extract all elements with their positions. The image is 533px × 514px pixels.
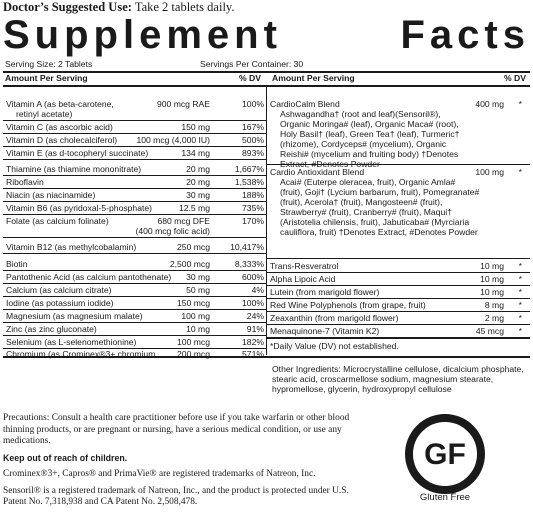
table-row xyxy=(3,336,266,349)
blend-dv: * xyxy=(518,287,522,297)
blend-name: CardioCalm Blend xyxy=(270,99,340,109)
nutrient-amount: 20 mg xyxy=(186,164,210,174)
blend-amount: 8 mg xyxy=(484,300,504,310)
dv-footnote xyxy=(267,340,530,352)
label-notes xyxy=(3,413,373,514)
nutrient-amount: 12.5 mg xyxy=(178,203,210,213)
nutrient-dv: 600% xyxy=(242,272,264,282)
nutrient-amount: 50 mg xyxy=(186,285,210,295)
table-row xyxy=(3,323,266,336)
nutrient-name: Folate (as calcium folinate) xyxy=(6,216,109,226)
table-row xyxy=(3,176,266,189)
nutrient-dv: 188% xyxy=(242,190,264,200)
blend-dv: * xyxy=(518,99,522,109)
blend-dv: * xyxy=(518,326,522,336)
blend-name: Menaquinone-7 (Vitamin K2) xyxy=(270,326,380,336)
nutrient-dv: 735% xyxy=(242,203,264,213)
table-row xyxy=(267,98,530,169)
nutrient-amount-detail: (400 mcg folic acid) xyxy=(135,226,210,236)
gluten-free-icon xyxy=(404,413,486,495)
table-row xyxy=(267,325,530,339)
nutrient-dv: 1,667% xyxy=(234,164,264,174)
blend-dv: * xyxy=(518,261,522,271)
nutrient-name: Vitamin A (as beta-carotene, xyxy=(6,99,114,109)
blend-amount: 10 mg xyxy=(480,287,504,297)
table-row xyxy=(3,189,266,202)
table-row xyxy=(3,147,266,160)
blend-amount: 400 mg xyxy=(475,99,504,109)
nutrient-name: Vitamin B12 (as methylcobalamin) xyxy=(6,242,137,252)
nutrient-amount: 680 mcg DFE xyxy=(157,216,210,226)
nutrient-amount: 150 mcg xyxy=(177,298,210,308)
nutrient-amount: 30 mg xyxy=(186,190,210,200)
table-row xyxy=(3,121,266,134)
nutrient-dv: 170% xyxy=(242,216,264,226)
nutrient-dv: 10,417% xyxy=(230,242,264,252)
blend-dv: * xyxy=(518,274,522,284)
blend-name: Lutein (from marigold flower) xyxy=(270,287,380,297)
nutrient-name: Riboflavin xyxy=(6,177,44,187)
table-row xyxy=(267,312,530,325)
blend-amount: 45 mcg xyxy=(475,326,504,336)
nutrient-name: Vitamin E (as d-tocopheryl succinate) xyxy=(6,148,149,158)
nutrient-name: Magnesium (as magnesium malate) xyxy=(6,311,143,321)
nutrient-amount: 2,500 mcg xyxy=(169,259,210,269)
suggested-use-label: Doctor’s Suggested Use: xyxy=(3,0,132,14)
nutrient-name: Chromium (as Crominex®3+ chromium xyxy=(6,349,156,359)
nutrient-dv: 24% xyxy=(246,311,264,321)
nutrient-name: Vitamin B6 (as pyridoxal-5-phosphate) xyxy=(6,203,153,213)
blend-amount: 100 mg xyxy=(475,167,504,177)
nutrient-detail: retinyl acetate) xyxy=(16,109,73,119)
blend-amount: 10 mg xyxy=(480,261,504,271)
nutrient-dv: 1,538% xyxy=(234,177,264,187)
table-row xyxy=(3,163,266,176)
suggested-use-text: Take 2 tablets daily. xyxy=(134,0,235,14)
blend-detail: Ashwagandha† (root and leaf)(Sensoril®), Organic Moringa# (leaf), Organic Maca# (root), Holy Basil† (leaf), Green Tea† (leaf), Turmeric† (rhizome), Cordyceps# (mycelium), Organic Reishi# (mycelium and fruiting body) †Denotes Extract, #Denotes Powder xyxy=(280,109,460,169)
nutrient-dv: 500% xyxy=(242,135,264,145)
nutrient-name: Calcium (as calcium citrate) xyxy=(6,285,112,295)
table-row xyxy=(3,241,266,254)
table-row xyxy=(3,134,266,147)
nutrient-amount: 134 mg xyxy=(181,148,210,158)
nutrient-amount: 250 mcg xyxy=(177,242,210,252)
nutrient-dv: 100% xyxy=(242,99,264,109)
table-row xyxy=(3,258,266,271)
nutrient-amount: 150 mg xyxy=(181,122,210,132)
gluten-free-label: Gluten Free xyxy=(419,492,471,503)
right-amount-header: Amount Per Serving xyxy=(272,73,355,83)
nutrient-dv: 893% xyxy=(242,148,264,158)
right-dv-header: % DV xyxy=(504,73,526,83)
blend-name: Zeaxanthin (from marigold flower) xyxy=(270,313,399,323)
nutrient-dv: 100% xyxy=(242,298,264,308)
left-amount-header: Amount Per Serving xyxy=(5,73,88,83)
nutrient-amount: 100 mg xyxy=(181,311,210,321)
keep-out-warning: Keep out of reach of children. xyxy=(3,452,128,463)
precautions-text: Precautions: Consult a health care practitioner before use if you take warfarin or other blood thinning products, or are pregnant or nursing, have a serious medical condition, or use any medications. xyxy=(3,413,350,446)
nutrient-amount: 200 mcg xyxy=(177,349,210,359)
nutrient-dv: 4% xyxy=(251,285,264,295)
blend-detail: Acai# (Euterpe oleracea, fruit), Organic Amla# (fruit), Goji† (Lycium barbarum, fruit), Pomegranate# (fruit), Acerola† (fruit), Mangosteen# (fruit), Strawberry# (fruit), Cranberry# (fruit), Maqui† (Aristotelia chilensis, fruit), Jabuticaba# (Myrciaria cauliflora, fruit) †Denotes Extract, #Denotes Powder xyxy=(280,177,480,237)
title-word-1: Supplement xyxy=(3,13,282,57)
blend-amount: 10 mg xyxy=(480,274,504,284)
trademark-note-1: Crominex®3+, Capros® and PrimaVie® are registered trademarks of Natreon, Inc. xyxy=(3,469,316,479)
table-row xyxy=(3,98,266,121)
nutrient-name: Selenium (as L-selenomethionine) xyxy=(6,337,137,347)
table-row xyxy=(3,202,266,215)
nutrient-dv: 91% xyxy=(246,324,264,334)
nutrient-amount: 10 mg xyxy=(186,324,210,334)
panel-title xyxy=(3,13,530,57)
nutrient-amount: 100 mcg (4,000 IU) xyxy=(136,135,210,145)
table-row xyxy=(3,284,266,297)
table-row xyxy=(3,271,266,284)
blend-name: Red Wine Polyphenols (from grape, fruit) xyxy=(270,300,426,310)
table-row xyxy=(267,260,530,273)
nutrient-name: Vitamin C (as ascorbic acid) xyxy=(6,122,113,132)
nutrient-name: Zinc (as zinc gluconate) xyxy=(6,324,97,334)
nutrient-dv: 182% xyxy=(242,337,264,347)
table-row xyxy=(3,310,266,323)
table-row xyxy=(267,166,530,259)
nutrient-amount: 30 mg xyxy=(186,272,210,282)
blend-name: Trans-Resveratrol xyxy=(270,261,339,271)
blend-name: Alpha Lipoic Acid xyxy=(270,274,336,284)
nutrient-name: Iodine (as potassium iodide) xyxy=(6,298,114,308)
table-row xyxy=(267,273,530,286)
nutrient-name: Thiamine (as thiamine mononitrate) xyxy=(6,164,142,174)
blend-amount: 2 mg xyxy=(484,313,504,323)
dv-footnote-text: *Daily Value (DV) not established. xyxy=(270,341,399,351)
nutrient-dv: 167% xyxy=(242,122,264,132)
servings-per-container: Servings Per Container: 30 xyxy=(200,59,304,69)
table-row xyxy=(267,299,530,312)
table-row xyxy=(267,286,530,299)
nutrient-name: Vitamin D (as cholecalciferol) xyxy=(6,135,118,145)
title-word-2: Facts xyxy=(400,13,530,57)
nutrient-amount: 900 mcg RAE xyxy=(156,99,210,109)
gluten-free-mark: GF xyxy=(424,438,466,471)
blend-dv: * xyxy=(518,167,522,177)
other-ingredients: Other Ingredients: Microcrystalline cellulose, dicalcium phosphate, stearic acid, croscarmellose sodium, magnesium stearate, hypromellose, glycerin, hydroxypropyl cellulose xyxy=(272,364,524,394)
nutrient-name: Niacin (as niacinamide) xyxy=(6,190,96,200)
nutrient-dv: 571% xyxy=(242,349,264,359)
table-row xyxy=(3,215,266,238)
table-row xyxy=(3,297,266,310)
nutrient-name: Pantothenic Acid (as calcium pantothenate) xyxy=(6,272,172,282)
nutrient-dv: 8,333% xyxy=(234,259,264,269)
nutrient-name: Biotin xyxy=(6,259,28,269)
nutrient-amount: 20 mg xyxy=(186,177,210,187)
nutrient-amount: 100 mcg xyxy=(177,337,210,347)
serving-size: Serving Size: 2 Tablets xyxy=(5,59,93,69)
blend-dv: * xyxy=(518,300,522,310)
trademark-note-2: Sensoril® is a registered trademark of Natreon, Inc., and the product is protected under U.S. Patent No. 7,318,938 and CA Patent No. 2,508,478. xyxy=(3,485,349,507)
blend-name: Cardio Antioxidant Blend xyxy=(270,167,365,177)
left-dv-header: % DV xyxy=(239,73,261,83)
blend-dv: * xyxy=(518,313,522,323)
